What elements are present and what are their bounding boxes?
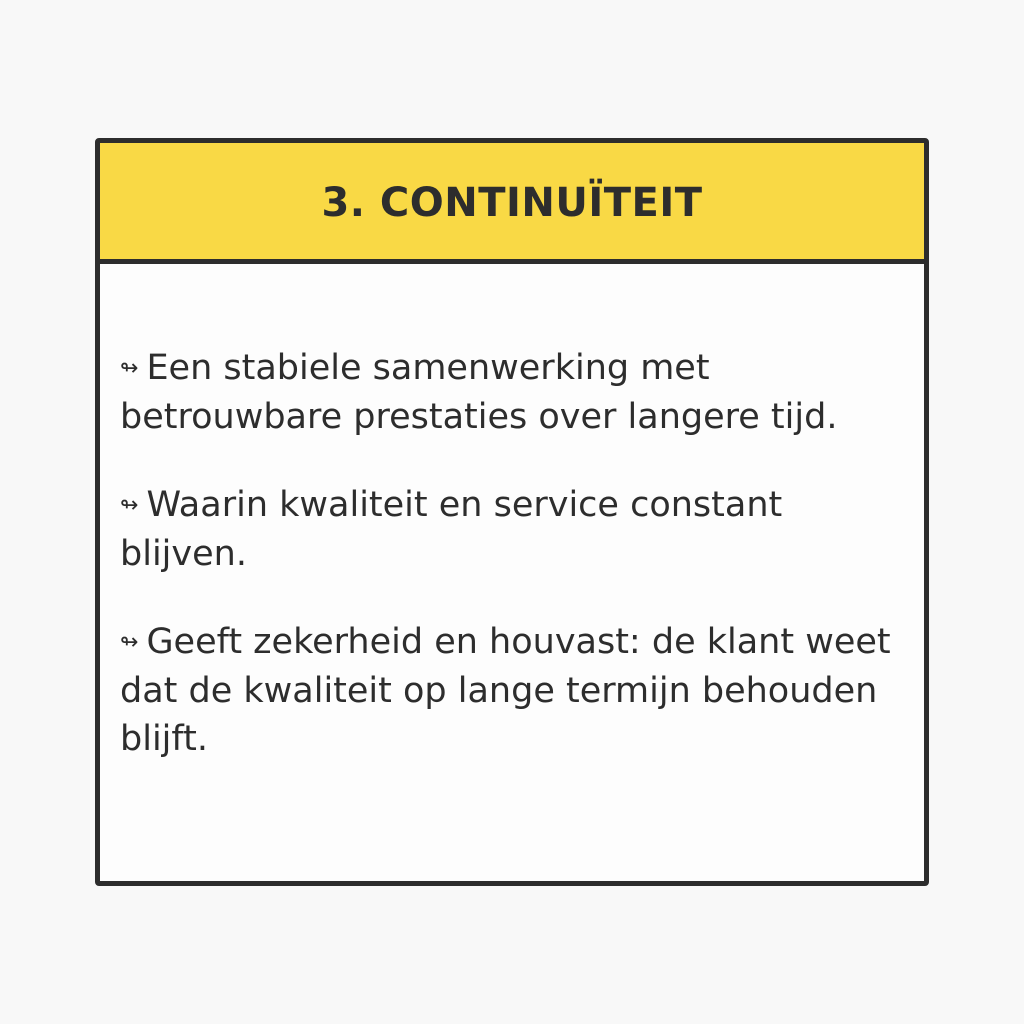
bullet-point (120, 344, 904, 441)
info-card (95, 138, 929, 886)
bullet-point (120, 618, 904, 763)
card-title: 3. CONTINUÏTEIT (321, 180, 703, 226)
bullet-text: Waarin kwaliteit en service constant blijven. (120, 485, 783, 574)
bullet-text: Geeft zekerheid en houvast: de klant weet dat de kwaliteit op lange termijn behouden blijft. (120, 622, 891, 759)
curly-arrow-icon: ↬ (120, 356, 139, 381)
curly-arrow-icon: ↬ (120, 630, 139, 655)
bullet-point (120, 481, 904, 578)
card-header (100, 143, 924, 264)
card-body (100, 264, 924, 763)
curly-arrow-icon: ↬ (120, 493, 139, 518)
bullet-text: Een stabiele samenwerking met betrouwbare prestaties over langere tijd. (120, 348, 838, 437)
